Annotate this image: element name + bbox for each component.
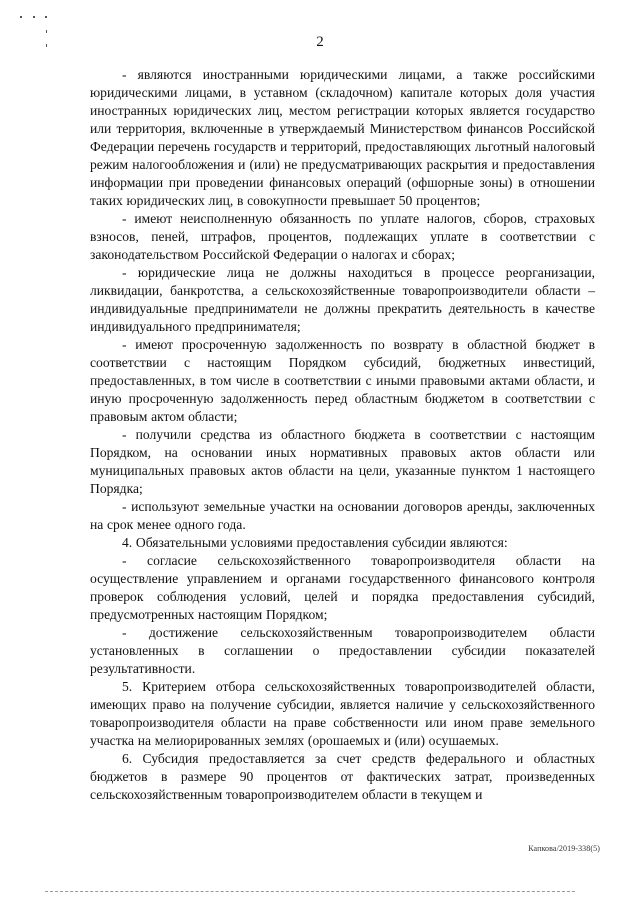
paragraph-overdue-debt: - имеют просроченную задолженность по возврату в областной бюджет в соответствии с настоящим Порядком субсидий, бюджетных инвестиций, предоставленных, в том числе в соответствии с иными правовыми актами области, и иную просроченную задолженность перед областным бюджетом в соответствии с правовым актом области; bbox=[90, 337, 595, 424]
paragraph-section-5-criterion: 5. Критерием отбора сельскохозяйственных товаропроизводителей области, имеющих право на получение субсидии, является наличие у сельскохозяйственного товаропроизводителя области на праве собственности или ином праве земельного участка на мелиорированных землях (орошаемых и (или) осушаемых. bbox=[90, 679, 595, 748]
paragraph-land-lease: - используют земельные участки на основании договоров аренды, заключенных на срок менее одного года. bbox=[90, 499, 595, 532]
paragraph-received-funds: - получили средства из областного бюджета в соответствии с настоящим Порядком, на основании иных нормативных правовых актов области или муниципальных правовых актов области на цели, указанные пунктом 1 настоящего Порядка; bbox=[90, 427, 595, 496]
scan-edge-line bbox=[45, 891, 575, 892]
paragraph-performance-indicators: - достижение сельскохозяйственным товаропроизводителем области установленных в соглашении о предоставлении субсидии показателей результативности. bbox=[90, 625, 595, 676]
paragraph-section-6-subsidy: 6. Субсидия предоставляется за счет средств федерального и областных бюджетов в размере 90 процентов от фактических затрат, произведенных сельскохозяйственным товаропроизводителем области в текущем и bbox=[90, 751, 595, 802]
document-body bbox=[90, 66, 595, 804]
document-code: Капкова/2019-338(5) bbox=[528, 844, 600, 853]
scan-speck bbox=[46, 30, 47, 33]
scan-speck bbox=[20, 16, 22, 18]
paragraph-section-4-heading: 4. Обязательными условиями предоставления субсидии являются: bbox=[122, 535, 508, 550]
page-number: 2 bbox=[316, 34, 324, 50]
paragraph-tax-obligations: - имеют неисполненную обязанность по уплате налогов, сборов, страховых взносов, пеней, штрафов, процентов, подлежащих уплате в соответствии с законодательством Российской Федерации о налогах и сборах; bbox=[90, 211, 595, 262]
paragraph-reorganization: - юридические лица не должны находиться в процессе реорганизации, ликвидации, банкротства, а сельскохозяйственные товаропроизводители области – индивидуальные предприниматели не должны прекратить деятельность в качестве индивидуального предпринимателя; bbox=[90, 265, 595, 334]
paragraph-foreign-entities: - являются иностранными юридическими лицами, а также российскими юридическими лицами, в уставном (складочном) капитале которых доля участия иностранных юридических лиц, местом регистрации которых является государство или территория, включенные в утверждаемый Министерством финансов Российской Федерации перечень государств и территорий, предоставляющих льготный налоговый режим налогообложения и (или) не предусматривающих раскрытия и предоставления информации при проведении финансовых операций (офшорные зоны) в отношении таких юридических лиц, в совокупности превышает 50 процентов; bbox=[90, 67, 595, 208]
scan-speck bbox=[33, 16, 35, 18]
scan-speck bbox=[45, 16, 47, 18]
paragraph-consent-audit: - согласие сельскохозяйственного товаропроизводителя области на осуществление управлением и органами государственного финансового контроля проверок соблюдения условий, целей и порядка предоставления субсидий, предусмотренных настоящим Порядком; bbox=[90, 553, 595, 622]
